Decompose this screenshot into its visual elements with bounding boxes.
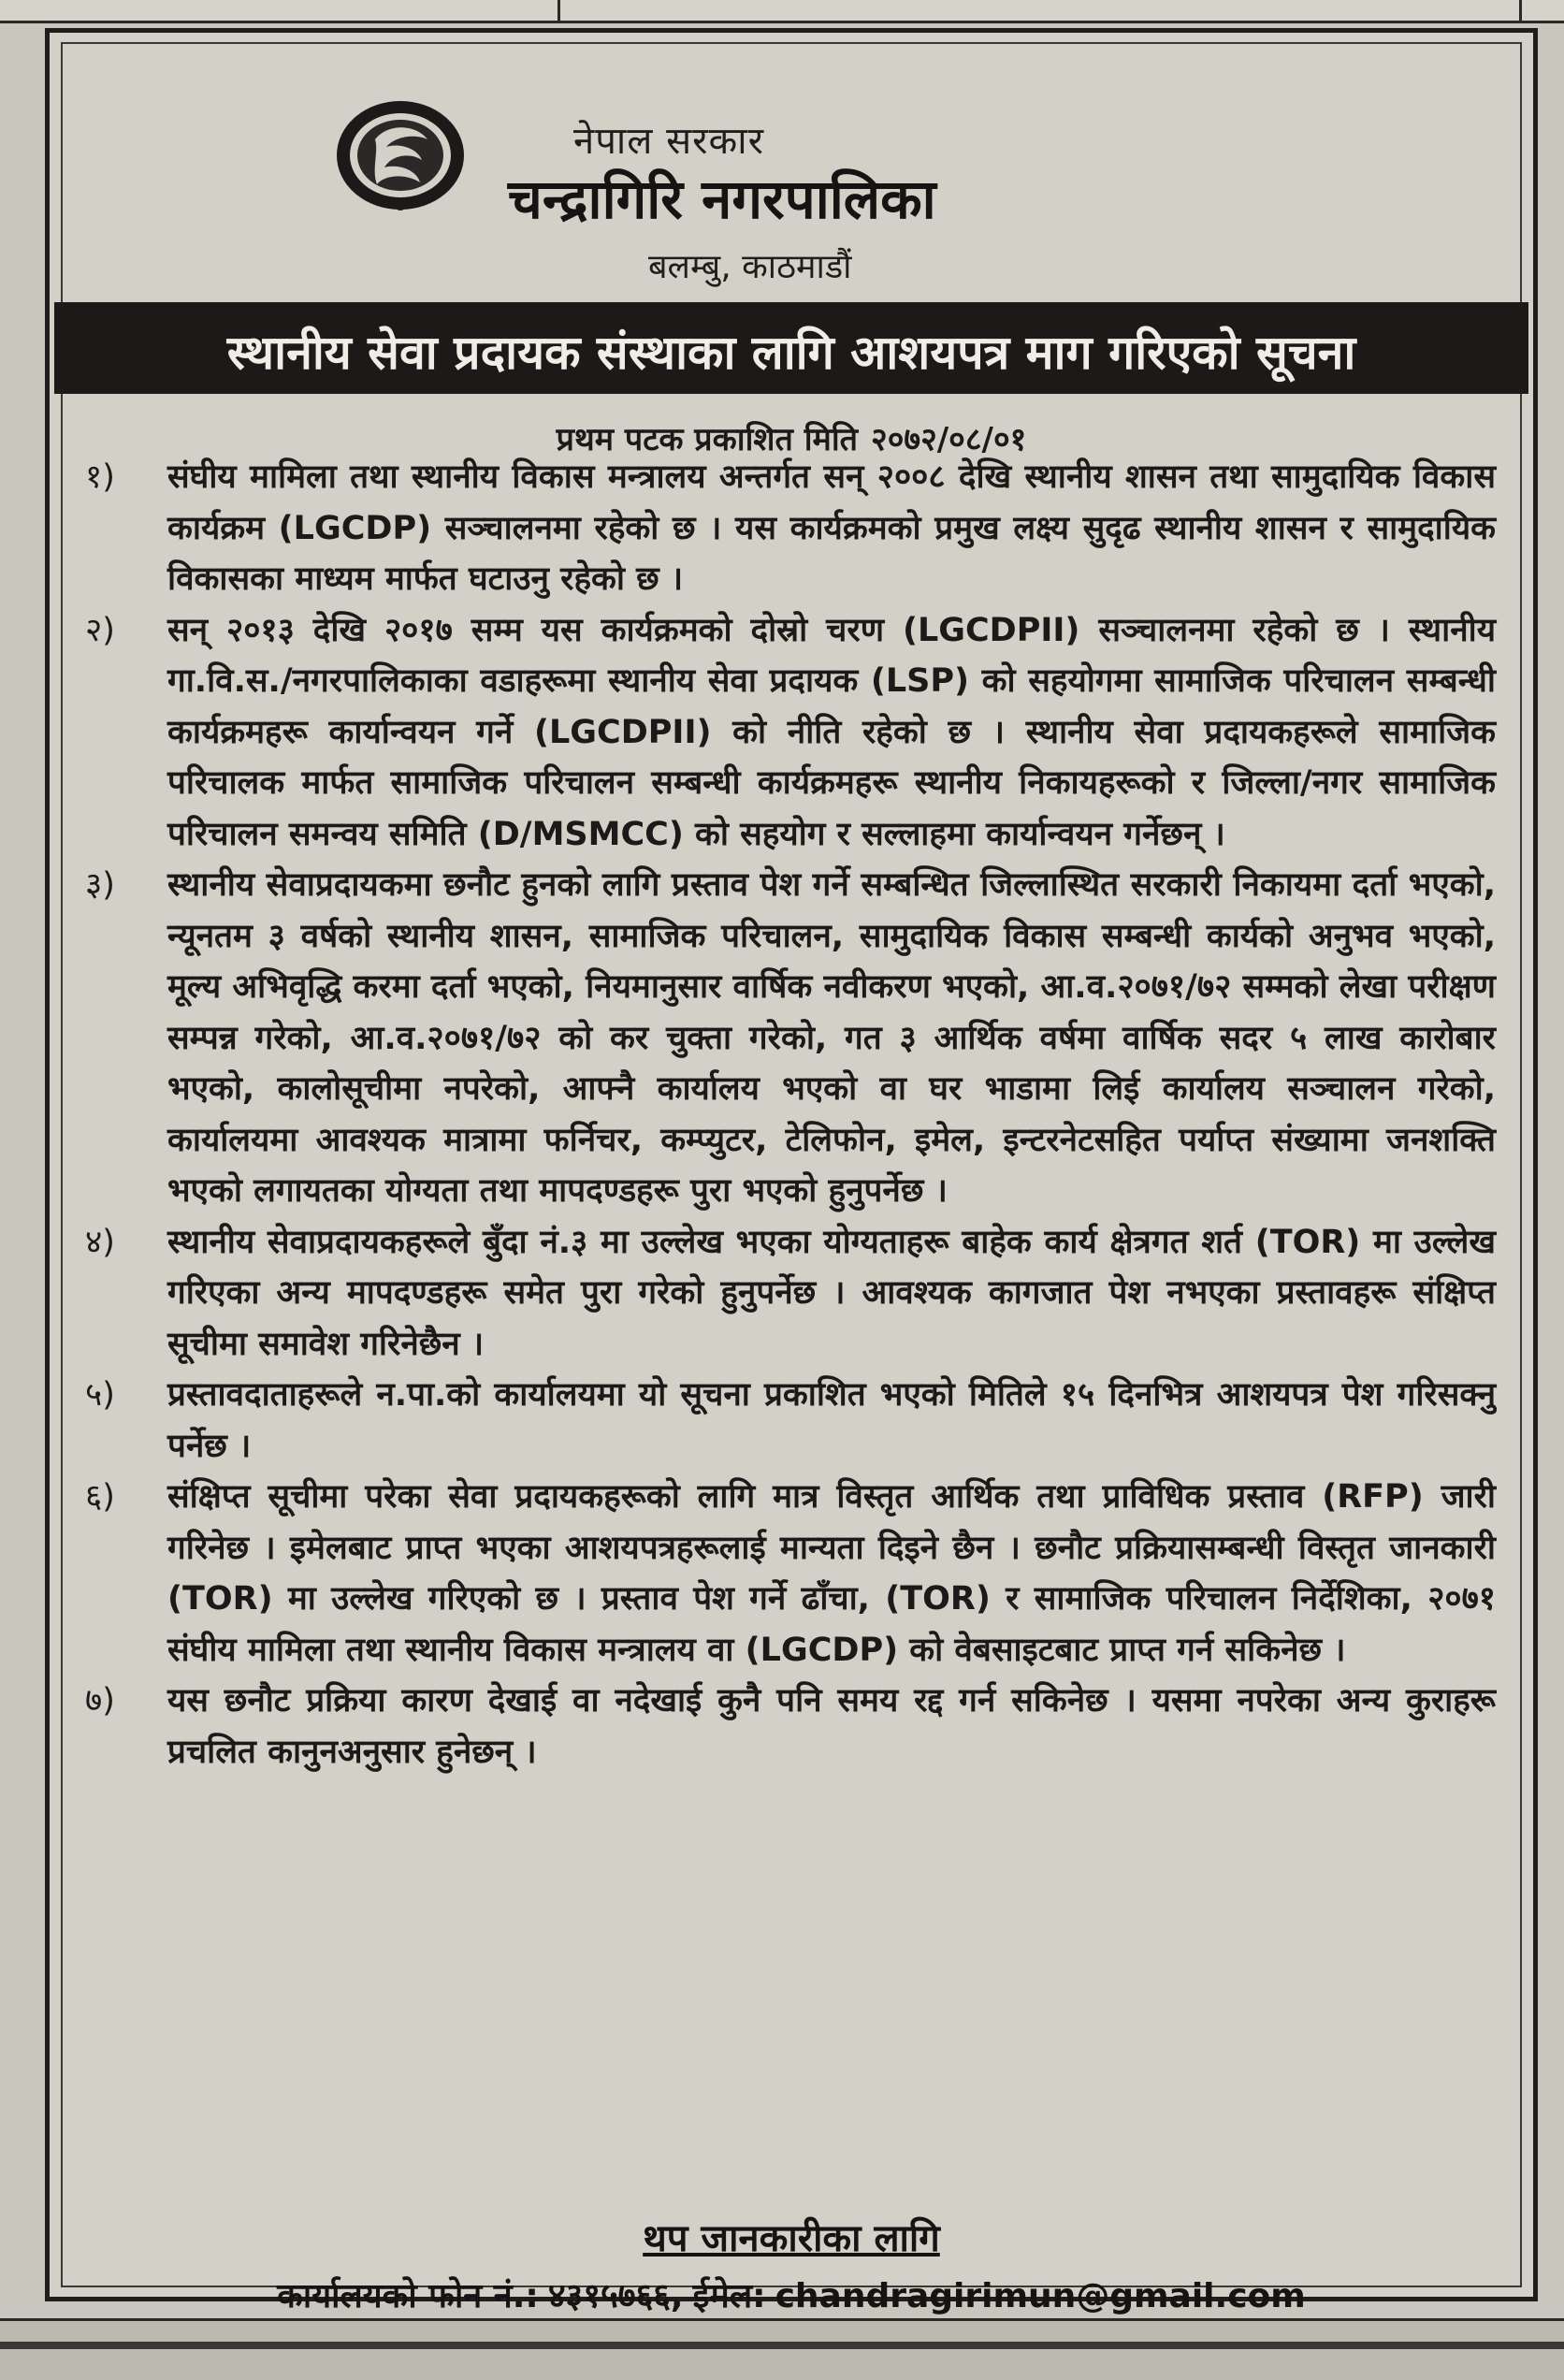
item-text: सन् २०१३ देखि २०१७ सम्म यस कार्यक्रमको दोस्रो चरण (LGCDPII) सञ्चालनमा रहेको छ । स्थानीय गा.वि.स./नगरपालिकाका वडाहरूमा स्थानीय सेवा प्रदायक (LSP) को सहयोगमा सामाजिक परिचालन सम्बन्धी कार्यक्रमहरू कार्यान्वयन गर्ने (LGCDPII) को नीति रहेको छ । स्थानीय सेवा प्रदायकहरूले सामाजिक परिचालक मार्फत सामाजिक परिचालन सम्बन्धी कार्यक्रमहरू स्थानीय निकायहरूको र जिल्ला/नगर सामाजिक परिचालन समन्वय समिति (D/MSMCC) को सहयोग र सल्लाहमा कार्यान्वयन गर्नेछन् । [167,611,1496,853]
publication-date: २०७२/०८/०१ [871,421,1027,458]
notice-title: स्थानीय सेवा प्रदायक संस्थाका लागि आशयपत्र माग गरिएको सूचना [226,326,1356,380]
office-name: चन्द्रागिरि नगरपालिका [508,167,936,231]
column-divider [558,0,560,21]
item-number: २) [85,611,115,649]
email-address: chandragirimun@gmail.com [775,2277,1306,2315]
page-top-strip [0,0,1564,23]
item-text: यस छनौट प्रक्रिया कारण देखाई वा नदेखाई कुनै पनि समय रद्द गर्न सकिनेछ । यसमा नपरेका अन्य कुराहरू प्रचलित कानुनअनुसार हुनेछन् । [167,1682,1496,1771]
notice-items [50,452,1533,1778]
item-text: स्थानीय सेवाप्रदायकमा छनौट हुनको लागि प्रस्ताव पेश गर्ने सम्बन्धित जिल्लास्थित सरकारी निकायमा दर्ता भएको, न्यूनतम ३ वर्षको स्थानीय शासन, सामाजिक परिचालन, सामुदायिक विकास सम्बन्धी कार्यको अनुभव भएको, मूल्य अभिवृद्धि करमा दर्ता भएको, नियमानुसार वार्षिक नवीकरण भएको, आ.व.२०७१/७२ सम्मको लेखा परीक्षण सम्पन्न गरेको, आ.व.२०७१/७२ को कर चुक्ता गरेको, गत ३ आर्थिक वर्षमा वार्षिक सदर ५ लाख कारोबार भएको, कालोसूचीमा नपरेको, आफ्नै कार्यालय भएको वा घर भाडामा लिई कार्यालय सञ्चालन गरेको, कार्यालयमा आवश्यक मात्रामा फर्निचर, कम्प्युटर, टेलिफोन, इमेल, इन्टरनेटसहित पर्याप्त संख्यामा जनशक्ति भएको लगायतका योग्यता तथा मापदण्डहरू पुरा भएको हुनुपर्नेछ । [167,866,1496,1210]
publication-date-label: प्रथम पटक प्रकाशित मिति [556,421,859,458]
item-text: स्थानीय सेवाप्रदायकहरूले बुँदा नं.३ मा उल्लेख भएका योग्यताहरू बाहेक कार्य क्षेत्रगत शर्त (TOR) मा उल्लेख गरिएका अन्य मापदण्डहरू समेत पुरा गरेको हुनुपर्नेछ । आवश्यक कागजात पेश नभएका प्रस्तावहरू संक्षिप्त सूचीमा समावेश गरिनेछैन । [167,1223,1496,1363]
notice-item [85,605,1496,861]
item-number: ३) [85,866,115,904]
item-number: ५) [85,1376,115,1414]
notice-title-band [54,302,1528,394]
phone-number: ४३१५७६६, [547,2277,684,2315]
page-bottom-strip [0,2318,1564,2380]
footer-heading: थप जानकारीका लागि [643,2217,940,2260]
bottom-rule [0,2342,1564,2349]
item-text: प्रस्तावदाताहरूले न.पा.को कार्यालयमा यो सूचना प्रकाशित भएको मितिले १५ दिनभित्र आशयपत्र पेश गरिसक्नु पर्नेछ । [167,1376,1496,1465]
notice-item [85,452,1496,605]
column-divider [1519,0,1522,21]
notice-item [85,1370,1496,1472]
notice-item [85,1472,1496,1676]
item-number: ४) [85,1223,115,1261]
footer-contact [50,2271,1533,2317]
email-label: ईमेल: [692,2277,766,2315]
notice-item [85,1676,1496,1778]
item-text: संघीय मामिला तथा स्थानीय विकास मन्त्रालय अन्तर्गत सन् २००८ देखि स्थानीय शासन तथा सामुदायिक विकास कार्यक्रम (LGCDP) सञ्चालनमा रहेको छ । यस कार्यक्रमको प्रमुख लक्ष्य सुदृढ स्थानीय शासन र सामुदायिक विकासका माध्यम मार्फत घटाउनु रहेको छ । [167,458,1496,598]
item-number: १) [85,458,115,496]
item-number: ७) [85,1682,115,1720]
municipality-emblem-icon [330,94,471,216]
office-address: बलम्बु, काठमाडौं [648,248,852,286]
notice-item [85,860,1496,1217]
notice-box [45,28,1538,2315]
phone-label: कार्यालयको फोन नं.: [277,2277,539,2315]
notice-item [85,1217,1496,1371]
item-number: ६) [85,1478,115,1516]
government-name: नेपाल सरकार [573,120,764,163]
notice-header [50,59,1533,293]
item-text: संक्षिप्त सूचीमा परेका सेवा प्रदायकहरूको लागि मात्र विस्तृत आर्थिक तथा प्राविधिक प्रस्ताव (RFP) जारी गरिनेछ । इमेलबाट प्राप्त भएका आशयपत्रहरूलाई मान्यता दिइने छैन । छनौट प्रक्रियासम्बन्धी विस्तृत जानकारी (TOR) मा उल्लेख गरिएको छ । प्रस्ताव पेश गर्ने ढाँचा, (TOR) र सामाजिक परिचालन निर्देशिका, २०७१ संघीय मामिला तथा स्थानीय विकास मन्त्रालय वा (LGCDP) को वेबसाइटबाट प्राप्त गर्न सकिनेछ । [167,1478,1496,1669]
